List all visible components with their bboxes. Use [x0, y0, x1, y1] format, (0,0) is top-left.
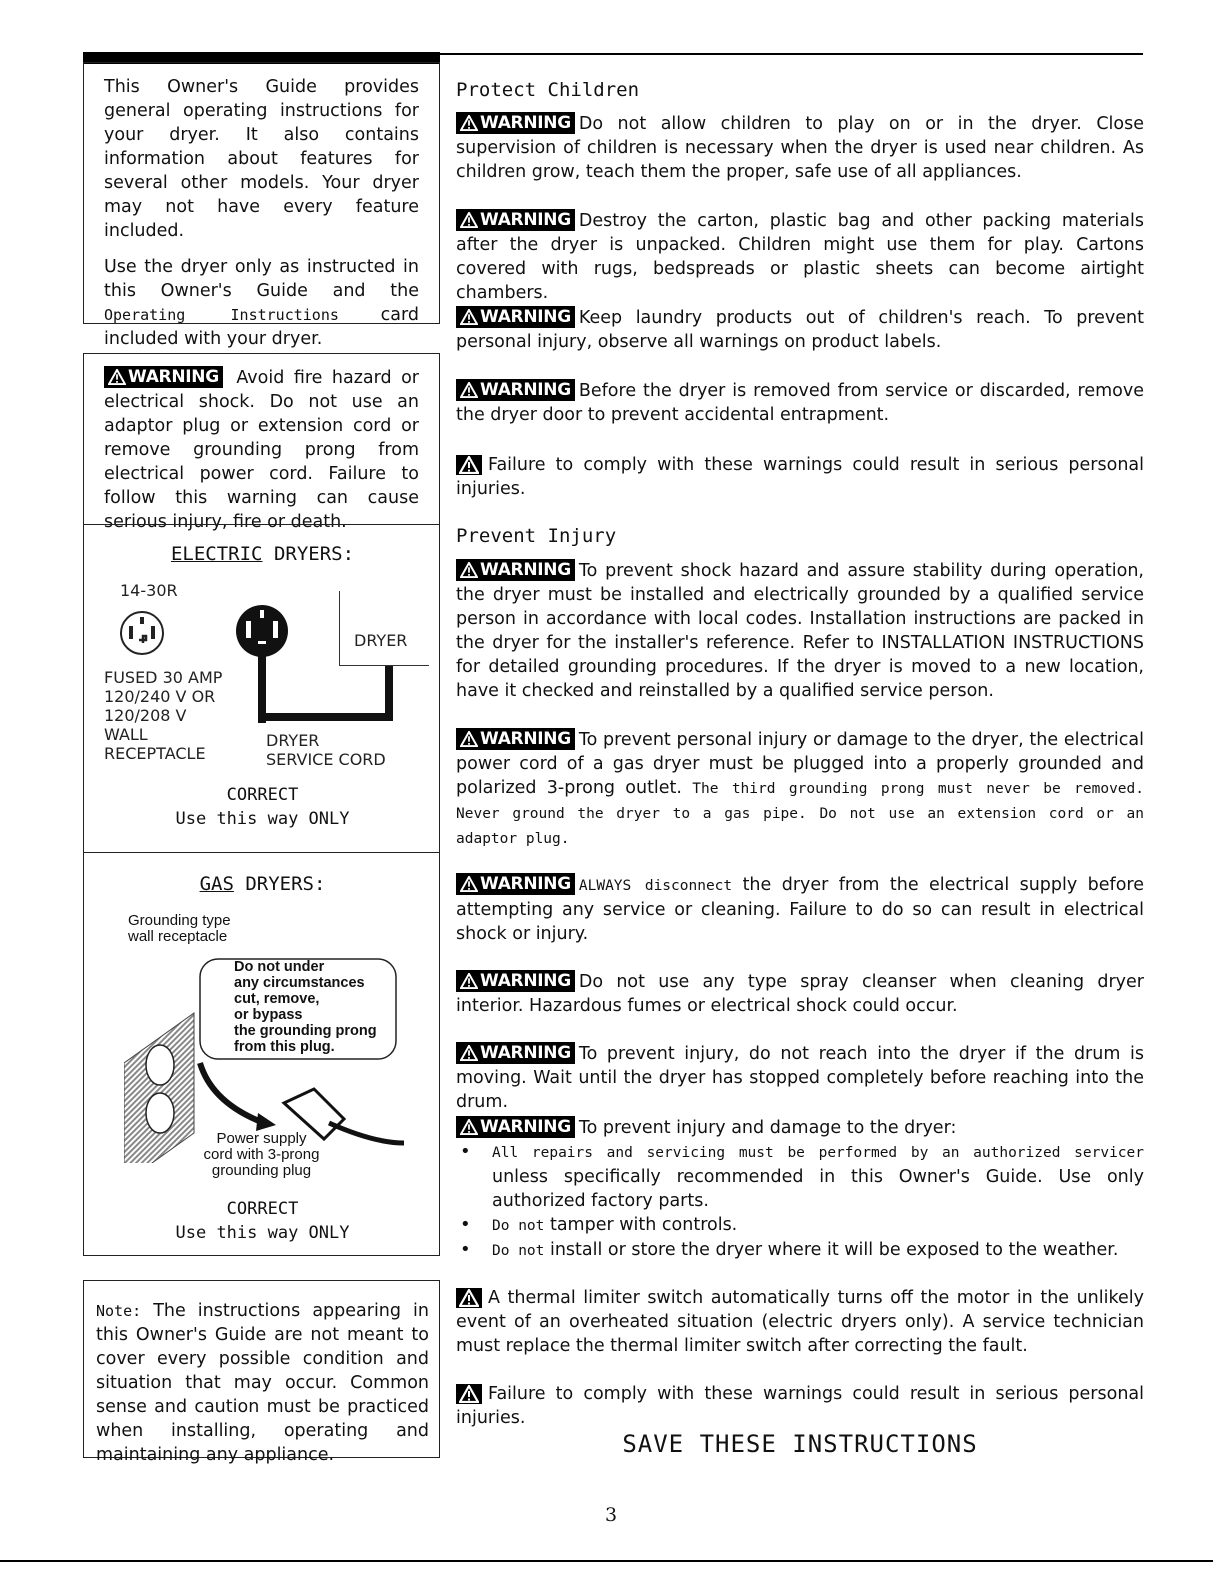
failure-text: Failure to comply with these warnings could result in serious personal injuries. — [456, 1384, 1144, 1428]
warning-badge — [456, 112, 575, 134]
page-number: 3 — [604, 1504, 618, 1526]
warning-label: WARNING — [128, 367, 219, 387]
warning-badge — [456, 379, 575, 401]
electric-correct-label: CORRECT — [226, 785, 299, 805]
save-instructions-title: SAVE THESE INSTRUCTIONS — [622, 1430, 978, 1458]
warning-badge — [456, 1116, 575, 1138]
bullet-item — [456, 1140, 1144, 1213]
warning-text-emphasis: ALWAYS disconnect — [578, 878, 733, 894]
electric-title-rest: DRYERS: — [262, 543, 355, 565]
alert-triangle-icon — [456, 455, 482, 475]
gas-correct-label: CORRECT — [226, 1199, 299, 1219]
thermal-text: A thermal limiter switch automatically turns off the motor in the unlikely event of an overheated situation (electric dryers only). A service technician must replace the thermal limiter switch after correcting the fault. — [456, 1288, 1144, 1356]
warning-badge — [456, 559, 575, 581]
warning-badge — [456, 1042, 575, 1064]
protect-warning-2 — [456, 209, 1144, 305]
warning-text: To prevent shock hazard and assure stability during operation, the dryer must be installed and electrically grounded by a qualified service person in accordance with local codes. Installation instructions are packed in the dryer for the installer's reference. Refer to INSTALLATION INSTRUCTIONS for detailed grounding procedures. If the dryer is moved to a new location, have it checked and reinstalled by a qualified service person. — [456, 561, 1144, 701]
intro-p2-tail: card included with your dryer. — [104, 305, 419, 349]
protect-children-heading: Protect Children — [456, 79, 640, 101]
bullet-emphasis: Do not — [492, 1218, 545, 1234]
fused-line: WALL — [104, 725, 148, 744]
grounding-type-label — [128, 913, 231, 945]
fused-label-block — [104, 668, 222, 763]
bullet-text: tamper with controls. — [544, 1215, 738, 1235]
warning-text-emphasis: The third grounding prong must never be removed. Never ground the dryer to a gas pipe. Do not use an extension cord or an adaptor plug. — [456, 781, 1144, 847]
warning-badge — [456, 728, 575, 750]
prevent-injury-heading: Prevent Injury — [456, 525, 617, 547]
bubble-line: any circumstances — [234, 975, 365, 991]
warning-triangle-icon — [460, 731, 478, 747]
warning-badge — [456, 970, 575, 992]
prevent-warning-1 — [456, 559, 1144, 703]
electric-use-only-label: Use this way ONLY — [175, 809, 350, 829]
cord-line: DRYER — [266, 731, 320, 750]
bubble-line: or bypass — [234, 1007, 303, 1023]
top-rule-line — [440, 53, 1143, 55]
warning-text: the dryer from the electrical supply before attempting any service or cleaning. Failure to do so can result in electrical shock or injury. — [456, 875, 1144, 944]
warning-text: Before the dryer is removed from service or discarded, remove the dryer door to prevent accidental entrapment. — [456, 381, 1144, 425]
gas-use-only-label: Use this way ONLY — [175, 1223, 350, 1243]
electric-title-underlined: ELECTRIC — [170, 543, 263, 565]
protect-failure-note — [456, 453, 1144, 501]
warning-triangle-icon — [460, 382, 478, 398]
prevent-warning-3 — [456, 873, 1144, 946]
fused-line: FUSED 30 AMP — [104, 668, 223, 687]
bubble-line: from this plug. — [234, 1039, 335, 1055]
supply-line: grounding plug — [211, 1162, 312, 1179]
warning-label: WARNING — [480, 729, 571, 749]
warning-text: To prevent personal injury or damage to the dryer, the electrical power cord of a gas dryer must be plugged into a properly grounded and polarized 3-prong outlet. — [456, 730, 1144, 798]
warning-6-intro — [456, 1116, 1144, 1140]
prevent-failure-note — [456, 1382, 1144, 1430]
warning-text: Do not allow children to play on or in the dryer. Close supervision of children is necessary when the dryer is used near children. As children grow, teach them the proper, safe use of all appliances. — [456, 114, 1144, 182]
supply-line: cord with 3-prong — [203, 1146, 320, 1163]
note-label: Note: — [96, 1302, 142, 1320]
bullet-emphasis: All repairs and servicing must be performed by an authorized servicer — [492, 1145, 1144, 1161]
alert-triangle-icon — [456, 1384, 482, 1404]
warning-triangle-icon — [460, 1119, 478, 1135]
gas-dryers-box — [83, 852, 440, 1256]
warning-label: WARNING — [480, 1117, 571, 1137]
note-text: The instructions appearing in this Owner's Guide are not meant to cover every possible condition and situation that may occur. Common sense and caution must be practiced when installing, operating and maintaining any appliance. — [96, 1301, 429, 1465]
supply-line: Power supply — [216, 1130, 307, 1147]
dryer-plug-and-cord-icon — [230, 603, 400, 733]
fused-line: RECEPTACLE — [104, 744, 206, 763]
protect-warning-1 — [456, 112, 1144, 184]
cord-line: SERVICE CORD — [266, 750, 386, 769]
warning-triangle-icon — [460, 1045, 478, 1061]
alert-triangle-icon — [456, 1288, 482, 1308]
receptacle-14-30r-icon — [118, 609, 166, 657]
warning-label: WARNING — [480, 307, 571, 327]
grounding-line: Grounding type — [128, 912, 231, 929]
gas-dryers-title — [84, 873, 441, 895]
protect-warning-3 — [456, 306, 1144, 354]
failure-text: Failure to comply with these warnings could result in serious personal injuries. — [456, 455, 1144, 499]
operating-instructions-ref: Operating Instructions — [104, 306, 339, 324]
warning-6-bullets — [456, 1140, 1144, 1263]
bubble-line: the grounding prong — [234, 1023, 377, 1039]
fused-line: 120/240 V OR — [104, 687, 216, 706]
warning-badge — [456, 306, 575, 328]
warning-text: Keep laundry products out of children's reach. To prevent personal injury, observe all warnings on product labels. — [456, 308, 1144, 352]
warning-label: WARNING — [480, 113, 571, 133]
bullet-text: install or store the dryer where it will be exposed to the weather. — [544, 1240, 1119, 1260]
fused-line: 120/208 V — [104, 706, 187, 725]
bottom-rule — [0, 1560, 1213, 1562]
warning-text: Destroy the carton, plastic bag and other packing materials after the dryer is unpacked. Children might use them for play. Cartons covered with rugs, bedspreads or plastic sheets can become airtight chambers. — [456, 211, 1144, 303]
warning-label: WARNING — [480, 971, 571, 991]
bubble-line: Do not under — [234, 959, 325, 975]
gas-title-underlined: GAS — [199, 873, 234, 895]
warning-triangle-icon — [460, 973, 478, 989]
grounding-warning-bubble — [234, 959, 377, 1055]
intro-paragraph-1: This Owner's Guide provides general operating instructions for your dryer. It also contains information about features for several other models. Your dryer may not have every feature included. — [104, 77, 419, 241]
electric-dryers-box — [83, 524, 440, 853]
grounding-line: wall receptacle — [128, 928, 228, 945]
fire-warning-box — [83, 353, 440, 532]
prevent-warning-2 — [456, 728, 1144, 851]
service-cord-label — [266, 731, 386, 769]
fire-warning-text: Avoid fire hazard or electrical shock. Do not use an adaptor plug or extension cord or remove grounding prong from electrical power cord. Failure to follow this warning can cause serious injury, fire or death. — [104, 368, 419, 532]
bullet-item — [456, 1238, 1144, 1263]
warning-badge — [104, 366, 223, 388]
receptacle-code: 14-30R — [120, 581, 178, 600]
bullet-item — [456, 1213, 1144, 1238]
thermal-limiter-note — [456, 1286, 1144, 1358]
warning-label: WARNING — [480, 210, 571, 230]
intro-paragraph-2 — [104, 255, 419, 351]
dryer-leader-line-h — [339, 665, 429, 666]
warning-triangle-icon — [108, 369, 126, 385]
electric-dryers-title — [84, 543, 441, 565]
note-box — [83, 1280, 440, 1465]
prevent-warning-6 — [456, 1116, 1144, 1263]
power-supply-label — [184, 1131, 339, 1179]
intro-box — [83, 62, 440, 349]
gas-title-rest: DRYERS: — [233, 873, 326, 895]
intro-p2-text: Use the dryer only as instructed in this Owner's Guide and the — [104, 257, 419, 301]
bubble-line: cut, remove, — [234, 991, 320, 1007]
warning-badge — [456, 209, 575, 231]
warning-triangle-icon — [460, 115, 478, 131]
warning-badge — [456, 873, 575, 895]
warning-triangle-icon — [460, 309, 478, 325]
warning-text: To prevent injury, do not reach into the dryer if the drum is moving. Wait until the dryer has stopped completely before reaching into the drum. — [456, 1044, 1144, 1112]
warning-label: WARNING — [480, 560, 571, 580]
prevent-warning-4 — [456, 970, 1144, 1018]
warning-triangle-icon — [460, 212, 478, 228]
warning-label: WARNING — [480, 1043, 571, 1063]
protect-warning-4 — [456, 379, 1144, 427]
warning-triangle-icon — [460, 562, 478, 578]
dryer-leader-line — [339, 591, 340, 666]
warning-label: WARNING — [480, 380, 571, 400]
warning-text: Do not use any type spray cleanser when cleaning dryer interior. Hazardous fumes or electrical shock could occur. — [456, 972, 1144, 1016]
bullet-emphasis: Do not — [492, 1243, 545, 1259]
dryer-label: DRYER — [354, 631, 408, 650]
bullet-text: unless specifically recommended in this Owner's Guide. Use only authorized factory parts. — [492, 1167, 1144, 1211]
warning-text: To prevent injury and damage to the dryer: — [578, 1118, 957, 1138]
warning-label: WARNING — [480, 874, 571, 894]
warning-triangle-icon — [460, 876, 478, 892]
prevent-warning-5 — [456, 1042, 1144, 1114]
